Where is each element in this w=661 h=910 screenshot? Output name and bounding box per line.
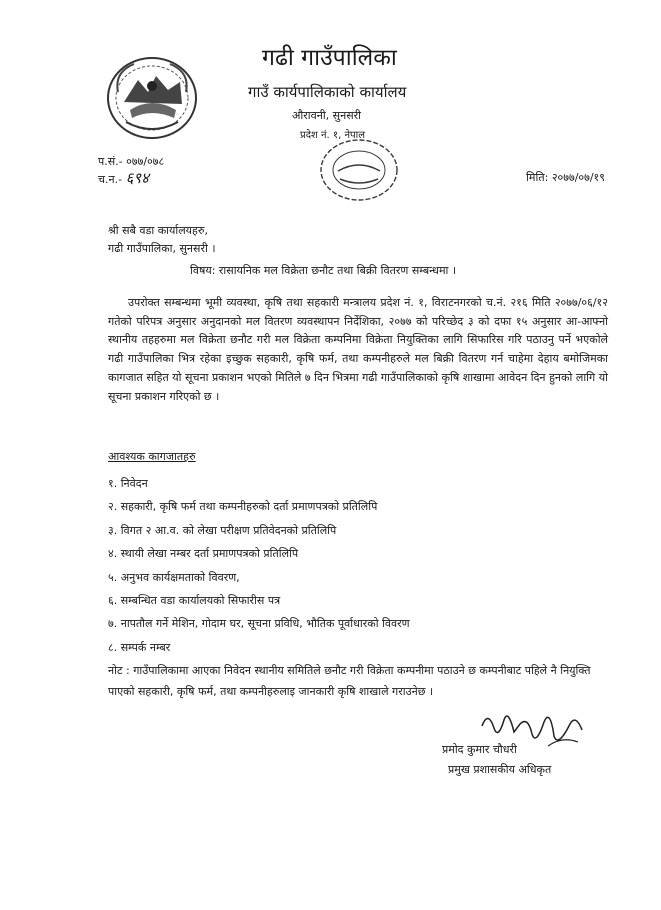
signatory-name: प्रमोद कुमार चौधरी (442, 743, 517, 756)
letter-date: मिति: २०७७/०७/१९ (526, 171, 605, 184)
signatory-title: प्रमुख प्रशासकीय अधिकृत (448, 763, 552, 776)
recipient-line: श्री सबै वडा कार्यालयहरु, (108, 224, 208, 237)
list-item: ८. सम्पर्क नम्बर (108, 640, 171, 654)
reference-ps (98, 153, 164, 170)
office-subtitle: गाउँ कार्यपालिकाको कार्यालय (248, 83, 407, 101)
recipient-line: गढी गाउँपालिका, सुनसरी । (108, 242, 216, 255)
letter-subject: विषय: रासायनिक मल विक्रेता छनौट तथा बिक्री वितरण सम्बन्धमा । (190, 264, 457, 277)
documents-list (108, 472, 410, 659)
list-item: ४. स्थायी लेखा नम्बर दर्ता प्रमाणपत्रको प्रतिलिपि (108, 547, 299, 561)
office-province: प्रदेश नं. १, नेपाल (300, 130, 366, 141)
letter-note: नोट : गाउँपालिकामा आएका निवेदन स्थानीय समितिले छनौट गरी विक्रेता कम्पनीमा पठाउने छ कम्पनीबाट पहिले नै नियुक्ति पाएको सहकारी, कृषि फर्म, तथा कम्पनीहरुलाइ जानकारी कृषि शाखाले गराउनेछ । (108, 664, 591, 698)
office-stamp-icon (318, 137, 400, 203)
nepal-emblem-icon (104, 52, 200, 142)
list-item: ७. नापतौल गर्ने मेशिन, गोदाम घर, सूचना प्रविधि, भौतिक पूर्वाधारको विवरण (108, 617, 410, 631)
cn-value: ६९४ (125, 169, 149, 187)
reference-block (98, 153, 164, 188)
list-item: २. सहकारी, कृषि फर्म तथा कम्पनीहरुको दर्ता प्रमाणपत्रको प्रतिलिपि (108, 500, 378, 514)
list-item: १. निवेदन (108, 477, 148, 490)
cn-label: च.न.- (98, 173, 123, 186)
list-item: ३. विगत २ आ.व. को लेखा परीक्षण प्रतिवेदनको प्रतिलिपि (108, 523, 337, 537)
office-address: औरावनी, सुनसरी (292, 109, 361, 122)
recipient-block (108, 222, 216, 258)
list-item: ५. अनुभव कार्यक्षमताको विवरण, (108, 570, 240, 584)
letter-body: उपरोक्त सम्बन्धमा भूमी व्यवस्था, कृषि तथा सहकारी मन्त्रालय प्रदेश नं. १, विराटनगरको च.नं. २१६ मिति २०७७/०६/१२ गतेको परिपत्र अनुसार अनुदानको मल वितरण व्यवस्थापन निर्देशिका, २०७७ को परिच्छेद ३ को दफा १५ अनुसार आ-आफ्नो स्थानीय तहहरुमा मल विक्रेता छनौट गरी मल विक्रेता कम्पनिमा विक्रेता नियुक्तिका लागि सिफारिस गरि पठाउनु पर्ने भएकोले गढी गाउँपालिका भित्र रहेका इच्छुक सहकारी, कृषि फर्म, तथा कम्पनीहरुले मल बिक्री वितरण गर्न चाहेमा देहाय बमोजिमका कागजात सहित यो सूचना प्रकाशन भएको मितिले ७ दिन भित्रमा गढी गाउँपालिकाको कृषि शाखामा आवेदन दिन हुनको लागि यो सूचना प्रकाशन गरिएको छ । (108, 296, 608, 403)
page-title: गढी गाउँपालिका (262, 45, 397, 71)
ps-value: ०७७/०७८ (126, 155, 165, 168)
reference-cn (98, 170, 164, 188)
ps-label: प.सं.- (98, 155, 123, 168)
list-item: ६. सम्बन्धित वडा कार्यालयको सिफारीस पत्र (108, 593, 281, 607)
documents-heading: आवश्यक कागजातहरु (108, 450, 196, 463)
